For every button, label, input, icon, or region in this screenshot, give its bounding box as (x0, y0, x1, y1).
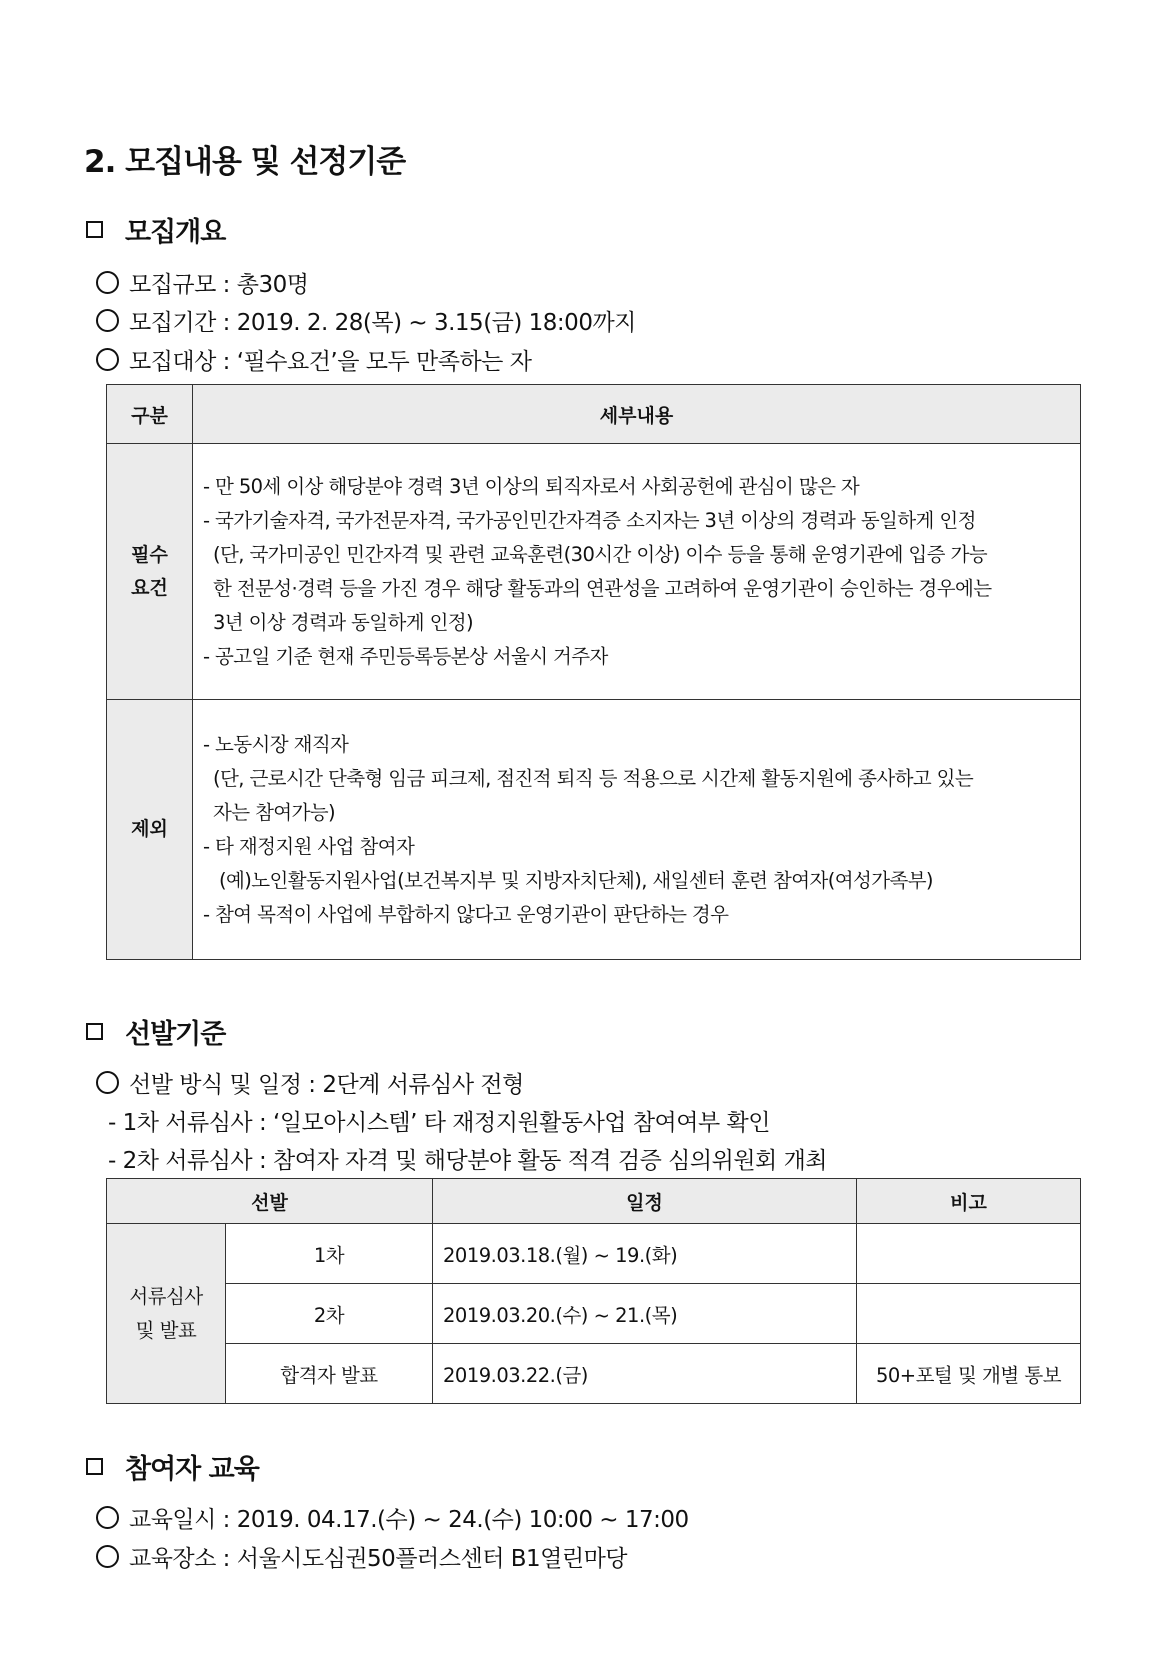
education-item (96, 1501, 689, 1534)
table-row (107, 700, 1081, 960)
overview-item-text: 모집규모 : 총30명 (129, 272, 309, 298)
table-row (107, 1344, 1081, 1404)
education-item (96, 1540, 627, 1573)
detail-line: (단, 국가미공인 민간자격 및 관련 교육훈련(30시간 이상) 이수 등을 통해 운영기관에 입증 가능 (213, 542, 987, 566)
detail-line: - 노동시장 재직자 (203, 732, 349, 756)
date-cell: 2019.03.18.(월) ~ 19.(화) (433, 1224, 857, 1284)
schedule-table (106, 1178, 1081, 1404)
selection-title-text: 선발기준 (125, 1019, 226, 1050)
square-bullet-icon (86, 1458, 103, 1475)
note-cell (857, 1224, 1081, 1284)
required-label: 필수 요건 (107, 444, 193, 700)
education-title (86, 1447, 259, 1486)
detail-line: 자는 참여가능) (213, 800, 336, 824)
overview-item (96, 304, 636, 337)
detail-line: - 공고일 기준 현재 주민등록등본상 서울시 거주자 (203, 644, 608, 668)
table-header-row (107, 1179, 1081, 1224)
detail-line: 한 전문성·경력 등을 가진 경우 해당 활동과의 연관성을 고려하여 운영기관이 승인하는 경우에는 (213, 576, 992, 600)
overview-item-text: 모집기간 : 2019. 2. 28(목) ~ 3.15(금) 18:00까지 (129, 310, 636, 336)
step-cell: 합격자 발표 (226, 1344, 433, 1404)
selection-item-text: 선발 방식 및 일정 : 2단계 서류심사 전형 (129, 1072, 524, 1098)
circle-bullet-icon (96, 348, 119, 371)
detail-line: (단, 근로시간 단축형 임금 피크제, 점진적 퇴직 등 적용으로 시간제 활동지원에 종사하고 있는 (213, 766, 974, 790)
overview-item-text: 모집대상 : ‘필수요건’을 모두 만족하는 자 (129, 349, 532, 375)
detail-line: 3년 이상 경력과 동일하게 인정) (213, 610, 474, 634)
section-heading: 2. 모집내용 및 선정기준 (84, 144, 406, 180)
detail-line: (예)노인활동지원사업(보건복지부 및 지방자치단체), 새일센터 훈련 참여자(여성가족부) (219, 868, 933, 892)
square-bullet-icon (86, 221, 103, 238)
education-item-text: 교육일시 : 2019. 04.17.(수) ~ 24.(수) 10:00 ~ 17:00 (129, 1507, 689, 1533)
table-header-row (107, 385, 1081, 444)
square-bullet-icon (86, 1023, 103, 1040)
circle-bullet-icon (96, 1506, 119, 1529)
date-cell: 2019.03.20.(수) ~ 21.(목) (433, 1284, 857, 1344)
overview-item (96, 343, 531, 376)
detail-line: - 만 50세 이상 해당분야 경력 3년 이상의 퇴직자로서 사회공헌에 관심이 많은 자 (203, 474, 860, 498)
selection-item: - 1차 서류심사 : ‘일모아시스템’ 타 재정지원활동사업 참여여부 확인 (108, 1110, 770, 1136)
education-item-text: 교육장소 : 서울시도심권50플러스센터 B1열린마당 (129, 1546, 628, 1572)
overview-title-text: 모집개요 (125, 217, 226, 248)
detail-line: - 국가기술자격, 국가전문자격, 국가공인민간자격증 소지자는 3년 이상의 경력과 동일하게 인정 (203, 508, 976, 532)
column-header: 구분 (107, 385, 193, 444)
circle-bullet-icon (96, 1071, 119, 1094)
column-header: 세부내용 (193, 385, 1081, 444)
step-cell: 1차 (226, 1224, 433, 1284)
circle-bullet-icon (96, 309, 119, 332)
step-cell: 2차 (226, 1284, 433, 1344)
excluded-label: 제외 (107, 700, 193, 960)
column-header: 일정 (433, 1179, 857, 1224)
education-title-text: 참여자 교육 (125, 1454, 259, 1485)
excluded-details (193, 700, 1081, 960)
requirements-table (106, 384, 1081, 960)
required-details (193, 444, 1081, 700)
detail-line: - 타 재정지원 사업 참여자 (203, 834, 415, 858)
note-cell (857, 1284, 1081, 1344)
table-row (107, 1224, 1081, 1284)
column-header: 선발 (107, 1179, 433, 1224)
selection-item: - 2차 서류심사 : 참여자 자격 및 해당분야 활동 적격 검증 심의위원회 개최 (108, 1148, 828, 1174)
column-header: 비고 (857, 1179, 1081, 1224)
selection-title (86, 1012, 225, 1051)
selection-item (96, 1066, 524, 1099)
overview-item (96, 266, 308, 299)
circle-bullet-icon (96, 1545, 119, 1568)
detail-line: - 참여 목적이 사업에 부합하지 않다고 운영기관이 판단하는 경우 (203, 902, 729, 926)
date-cell: 2019.03.22.(금) (433, 1344, 857, 1404)
overview-title (86, 210, 225, 249)
group-label: 서류심사 및 발표 (107, 1224, 226, 1404)
table-row (107, 1284, 1081, 1344)
circle-bullet-icon (96, 271, 119, 294)
note-cell: 50+포털 및 개별 통보 (857, 1344, 1081, 1404)
table-row (107, 444, 1081, 700)
